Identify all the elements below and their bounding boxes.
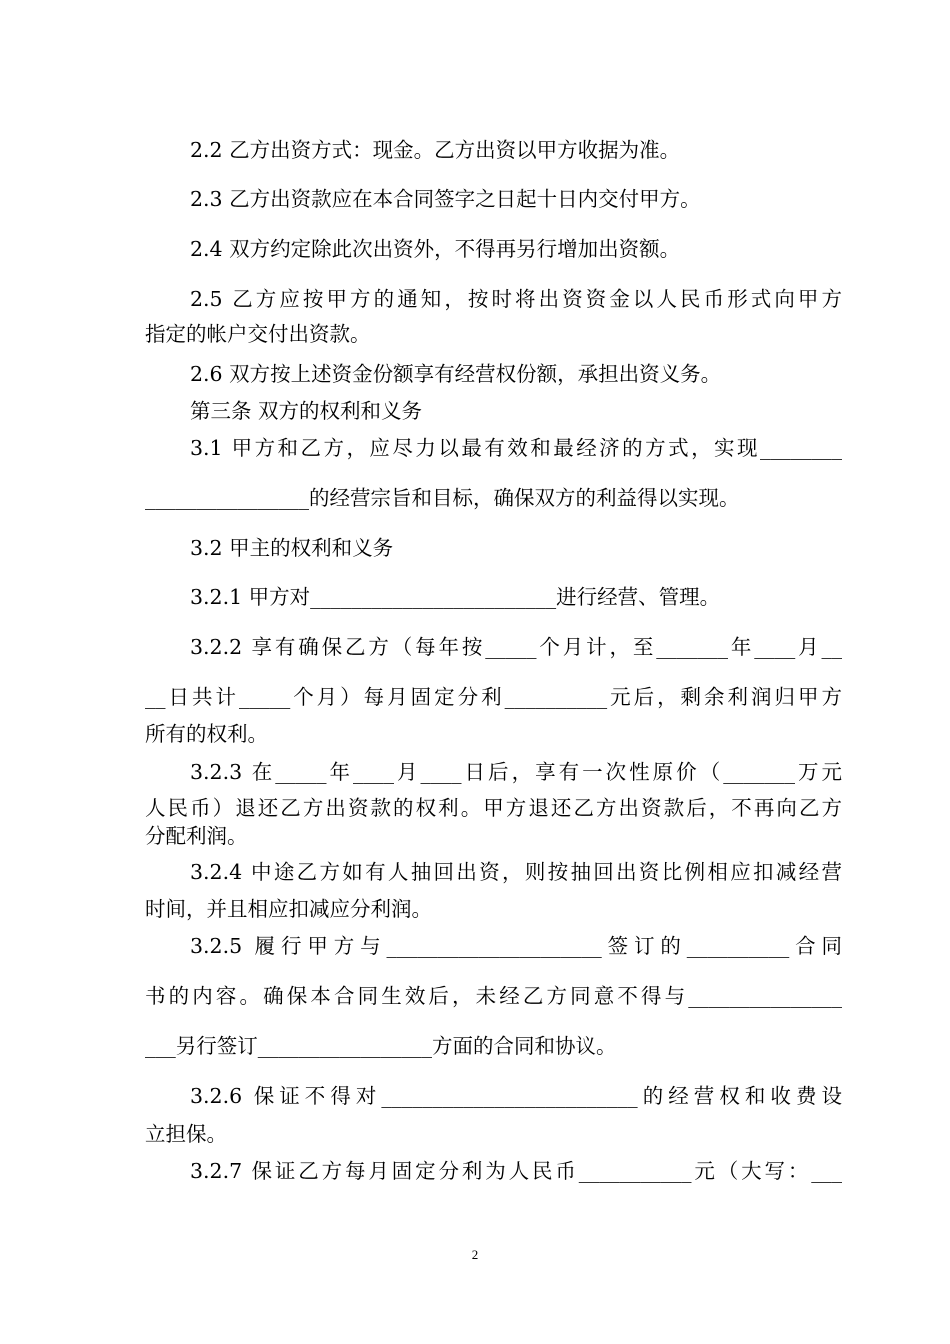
clause-2-2: 2.2 乙方出资方式：现金。乙方出资以甲方收据为准。 [190,138,681,162]
clause-3-2-5-line-3: ___另行签订_________________方面的合同和协议。 [145,1034,617,1058]
clause-3-2-3-line-1: 3.2.3 在_____年____月____日后，享有一次性原价（_______万元 [190,760,842,784]
clause-3-2-7-line-1: 3.2.7 保证乙方每月固定分利为人民币___________元（大写：___ [190,1159,842,1183]
clause-3-1-line-1: 3.1 甲方和乙方，应尽力以最有效和最经济的方式，实现________ [190,436,842,460]
clause-3-2-6-line-1: 3.2.6 保证不得对_________________________的经营权和收费设 [190,1084,842,1108]
clause-2-5-line-2: 指定的帐户交付出资款。 [145,322,371,346]
clause-3-2-5-line-2: 书的内容。确保本合同生效后，未经乙方同意不得与_______________ [145,984,842,1008]
clause-2-6: 2.6 双方按上述资金份额享有经营权份额，承担出资义务。 [190,362,722,386]
clause-2-5-line-1: 2.5 乙方应按甲方的通知，按时将出资资金以人民币形式向甲方 [190,287,842,311]
clause-3-2-2-line-2: __日共计_____个月）每月固定分利__________元后，剩余利润归甲方 [145,685,842,709]
clause-2-3: 2.3 乙方出资款应在本合同签字之日起十日内交付甲方。 [190,187,701,211]
clause-3-2-4-line-2: 时间，并且相应扣减应分利润。 [145,897,432,921]
article-3-heading: 第三条 双方的权利和义务 [190,399,423,423]
clause-3-2-1: 3.2.1 甲方对________________________进行经营、管理。 [190,585,721,609]
page-number: 2 [471,1247,479,1262]
clause-3-2-2-line-1: 3.2.2 享有确保乙方（每年按_____个月计，至_______年____月__ [190,635,842,659]
clause-3-2-6-line-2: 立担保。 [145,1122,227,1146]
clause-2-4: 2.4 双方约定除此次出资外，不得再另行增加出资额。 [190,237,681,261]
clause-3-2-4-line-1: 3.2.4 中途乙方如有人抽回出资，则按抽回出资比例相应扣减经营 [190,860,842,884]
clause-3-1-line-2: ________________的经营宗旨和目标，确保双方的利益得以实现。 [145,486,740,510]
clause-3-2-heading: 3.2 甲主的权利和义务 [190,536,394,560]
clause-3-2-5-line-1: 3.2.5 履行甲方与_____________________签订的__________合同 [190,934,842,958]
clause-3-2-3-line-2: 人民币）退还乙方出资款的权利。甲方退还乙方出资款后，不再向乙方 [145,796,842,820]
clause-3-2-2-line-3: 所有的权利。 [145,722,268,746]
clause-3-2-3-line-3: 分配利润。 [145,824,248,848]
